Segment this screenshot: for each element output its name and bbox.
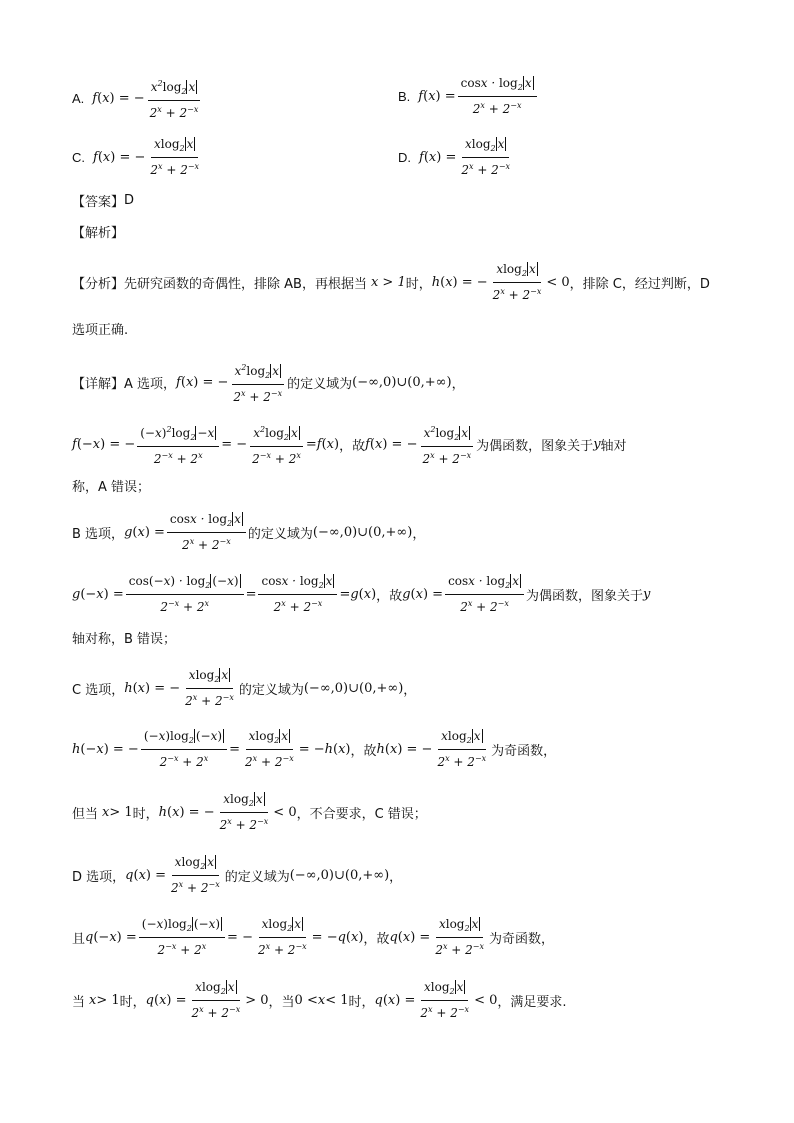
- punct: ，: [350, 744, 364, 759]
- detail-text: B 选项，: [72, 527, 125, 542]
- detail-text: 为偶函数，图象关于: [476, 439, 594, 454]
- punct: ，: [451, 377, 465, 392]
- detail-text: ，满足要求.: [497, 995, 567, 1010]
- option-c: C. f ( x ) = − $\frac{xlog_2 x}{2^x + 2^{-x}}$: [72, 137, 204, 178]
- fraction: $\frac{xlog_2 x}{2^x + 2^{-x}}$: [191, 980, 241, 1020]
- detail-text: ，不合要求，C 错误；: [296, 807, 427, 822]
- detail-text: 为偶函数，图象关于: [526, 589, 644, 604]
- fraction: $\frac{xlog_2 x}{2^x + 2^{-x}}$: [219, 792, 269, 832]
- detail-d-line: D 选项， q ( x ) = $\frac{xlog_2 x}{2^x + 2^{-x}}$ 的定义域为 (−∞,0)∪(0,+∞) ，: [72, 855, 403, 895]
- detail-text: 当: [72, 995, 86, 1010]
- punct: ，: [339, 439, 353, 454]
- fraction: $\frac{xlog_2 x}{2^x + 2^{-x}}$: [435, 917, 485, 957]
- detail-text: 的定义域为: [287, 377, 353, 392]
- punct: ，: [363, 932, 377, 947]
- analysis-line: 【分析】 先研究函数的奇偶性，排除 AB，再根据当 x > 1 时， h ( x ) = − $\frac{xlog_2 x}{2^x + 2^{-x}}$ < 0 ，排除 C，经过判断，D: [72, 262, 710, 302]
- detail-b-line-2: g (− x ) = $\frac{\cos(-x) \cdot \log_2 (-x)}{2^{-x} + 2^x}$ = $\frac{\cos x \cdot \log_2 x}{2^x + 2^{-x}}$ = g ( x ) ， 故 g ( x ) = $\frac{\cos x \cdot \log_2 x}{2^x + 2^{-x}}$ 为偶函数，图象关于 y: [72, 574, 651, 614]
- detail-text: 为奇函数，: [489, 932, 555, 947]
- condition: x > 1: [370, 275, 406, 290]
- answer-value: D: [124, 193, 135, 208]
- detail-b-end: [72, 628, 176, 647]
- fraction: $\frac{\cos(-x) \cdot \log_2 (-x)}{2^{-x} + 2^x}$: [126, 574, 244, 615]
- analysis-tag: 【解析】: [72, 226, 125, 241]
- detail-b-line: B 选项， g ( x ) = $\frac{\cos x \cdot \log_2 x}{2^x + 2^{-x}}$ 的定义域为 (−∞,0)∪(0,+∞) ，: [72, 512, 426, 552]
- analysis-text: ，排除 C，经过判断，D: [569, 277, 710, 292]
- punct: ，: [412, 527, 426, 542]
- option-c-label: C.: [72, 150, 85, 165]
- fraction: $\frac{x^2\log_2 x}{2^{-x} + 2^x}$: [249, 422, 304, 467]
- fraction: $\frac{(-x)\log_2 (-x)}{2^{-x} + 2^x}$: [141, 729, 227, 770]
- fraction: $\frac{\cos x \cdot \log_2 x}{2^x + 2^{-x}}$: [167, 512, 246, 553]
- detail-text: 时，: [132, 807, 159, 822]
- fraction: $\frac{(-x)\log_2 (-x)}{2^{-x} + 2^x}$: [139, 917, 225, 958]
- fraction: $\frac{xlog_2 x}{2^x + 2^{-x}}$: [437, 729, 487, 769]
- detail-text: 且: [72, 932, 86, 947]
- punct: ，: [376, 589, 390, 604]
- fraction: $\frac{x^2\log_2 x}{2^x + 2^{-x}}$: [147, 76, 202, 121]
- detail-text: 的定义域为: [224, 870, 290, 885]
- detail-a-end: [72, 476, 150, 495]
- detail-text: 称，A 错误；: [72, 480, 151, 495]
- fraction: $\frac{xlog_2 x}{2^x + 2^{-x}}$: [245, 729, 294, 769]
- detail-text: C 选项，: [72, 683, 125, 698]
- detail-text: D 选项，: [72, 870, 126, 885]
- answer-tag: 【答案】: [72, 195, 125, 210]
- fraction: $\frac{\cos x \cdot \log_2 x}{2^x + 2^{-x}}$: [258, 574, 337, 615]
- detail-text: 轴对: [600, 439, 627, 454]
- fraction: $\frac{(-x)^2\log_2 -x}{2^{-x} + 2^x}$: [137, 422, 219, 467]
- detail-c-line-3: 但当 x > 1 时， h ( x ) = − $\frac{xlog_2 x}{2^x + 2^{-x}}$ < 0 ，不合要求，C 错误；: [72, 792, 427, 832]
- detail-c-line: C 选项， h ( x ) = − $\frac{xlog_2 x}{2^x + 2^{-x}}$ 的定义域为 (−∞,0)∪(0,+∞) ，: [72, 668, 417, 708]
- analysis-tag-line: [72, 222, 124, 241]
- answer-line: [72, 191, 134, 210]
- option-a: A. f ( x ) = − $\frac{x^2\log_2 x}{2^x + 2^{-x}}$: [72, 76, 203, 121]
- detail-text: 故: [363, 744, 377, 759]
- option-a-formula: f: [92, 91, 98, 106]
- detail-text: 时，: [348, 995, 375, 1010]
- detail-c-line-2: h (− x ) = − $\frac{(-x)\log_2 (-x)}{2^{-x} + 2^x}$ = $\frac{xlog_2 x}{2^x + 2^{-x}}$ = − h ( x ) ， 故 h ( x ) = − $\frac{xlog_2 x}{2^x + 2^{-x}}$ 为奇函数，: [72, 729, 557, 769]
- detail-text: 故: [376, 932, 390, 947]
- detail-text: 的定义域为: [238, 683, 304, 698]
- fraction: $\frac{xlog_2 x}{2^x + 2^{-x}}$: [257, 917, 307, 957]
- punct: ，: [403, 683, 417, 698]
- domain: (−∞,0)∪(0,+∞): [303, 681, 404, 696]
- detail-a-line: 【详解】 A 选项， f ( x ) = − $\frac{x^2\log_2 x}{2^x + 2^{-x}}$ 的定义域为 (−∞,0)∪(0,+∞) ，: [72, 360, 465, 405]
- option-a-label: A.: [72, 91, 85, 106]
- detail-tag: 【详解】: [72, 377, 125, 392]
- option-d-label: D.: [398, 150, 411, 165]
- fraction: $\frac{xlog_2 x}{2^x + 2^{-x}}$: [420, 980, 470, 1020]
- analysis-section-tag: 【分析】: [72, 277, 125, 292]
- detail-text: 轴对称，B 错误；: [72, 632, 177, 647]
- detail-text: 故: [352, 439, 366, 454]
- detail-text: 故: [389, 589, 403, 604]
- option-b-label: B.: [398, 89, 411, 104]
- detail-text: 的定义域为: [247, 527, 313, 542]
- analysis-line-2: [72, 319, 128, 338]
- analysis-text: 选项正确.: [72, 323, 129, 338]
- fraction: $\frac{x^2\log_2 x}{2^x + 2^{-x}}$: [419, 422, 474, 467]
- detail-text: 但当: [72, 807, 99, 822]
- fraction: $\frac{x^2\log_2 x}{2^x + 2^{-x}}$: [230, 360, 285, 405]
- option-d: D. f ( x ) = $\frac{xlog_2 x}{2^x + 2^{-x}}$: [398, 137, 515, 178]
- fraction: $\frac{\cos x \cdot \log_2 x}{2^x + 2^{-x}}$: [445, 574, 524, 615]
- fraction: $\frac{xlog_2 x}{2^x + 2^{-x}}$: [461, 137, 511, 177]
- detail-text: 为奇函数，: [491, 744, 557, 759]
- domain: (−∞,0)∪(0,+∞): [352, 375, 452, 390]
- domain: (−∞,0)∪(0,+∞): [289, 868, 390, 883]
- punct: ，: [389, 870, 403, 885]
- detail-text: ，当: [268, 995, 295, 1010]
- detail-text: 时，: [119, 995, 146, 1010]
- analysis-text: 时，: [405, 277, 432, 292]
- fraction: $\frac{xlog_2 x}{2^x + 2^{-x}}$: [171, 855, 220, 895]
- detail-d-line-3: 当 x > 1 时， q ( x ) = $\frac{xlog_2 x}{2^x + 2^{-x}}$ > 0 ，当 0 < x < 1 时， q ( x ) = $\frac{xlog_2 x}{2^x + 2^{-x}}$ < 0 ，满足要求.: [72, 980, 567, 1020]
- analysis-text: 先研究函数的奇偶性，排除 AB，再根据当: [124, 277, 367, 292]
- option-b: B. f ( x ) = $\frac{\cos x \cdot \log_2 x}{2^x + 2^{-x}}$: [398, 76, 539, 117]
- fraction: $\frac{xlog_2 x}{2^x + 2^{-x}}$: [492, 262, 542, 302]
- detail-d-line-2: 且 q (− x ) = $\frac{(-x)\log_2 (-x)}{2^{-x} + 2^x}$ = − $\frac{xlog_2 x}{2^x + 2^{-x}}$ = − q ( x ) ， 故 q ( x ) = $\frac{xlog_2 x}{2^x + 2^{-x}}$ 为奇函数，: [72, 917, 555, 957]
- fraction: $\frac{\cos x \cdot \log_2 x}{2^x + 2^{-x}}$: [458, 76, 537, 117]
- domain: (−∞,0)∪(0,+∞): [312, 525, 413, 540]
- fraction: $\frac{xlog_2 x}{2^x + 2^{-x}}$: [150, 137, 200, 177]
- detail-a-line-2: f (− x ) = − $\frac{(-x)^2\log_2 -x}{2^{-x} + 2^x}$ = − $\frac{x^2\log_2 x}{2^{-x} + 2^x}$ = f ( x ) ， 故 f ( x ) = − $\frac{x^2\log_2 x}{2^x + 2^{-x}}$ 为偶函数，图象关于 y 轴对: [72, 422, 627, 467]
- detail-text: A 选项，: [124, 377, 177, 392]
- fraction: $\frac{xlog_2 x}{2^x + 2^{-x}}$: [185, 668, 234, 708]
